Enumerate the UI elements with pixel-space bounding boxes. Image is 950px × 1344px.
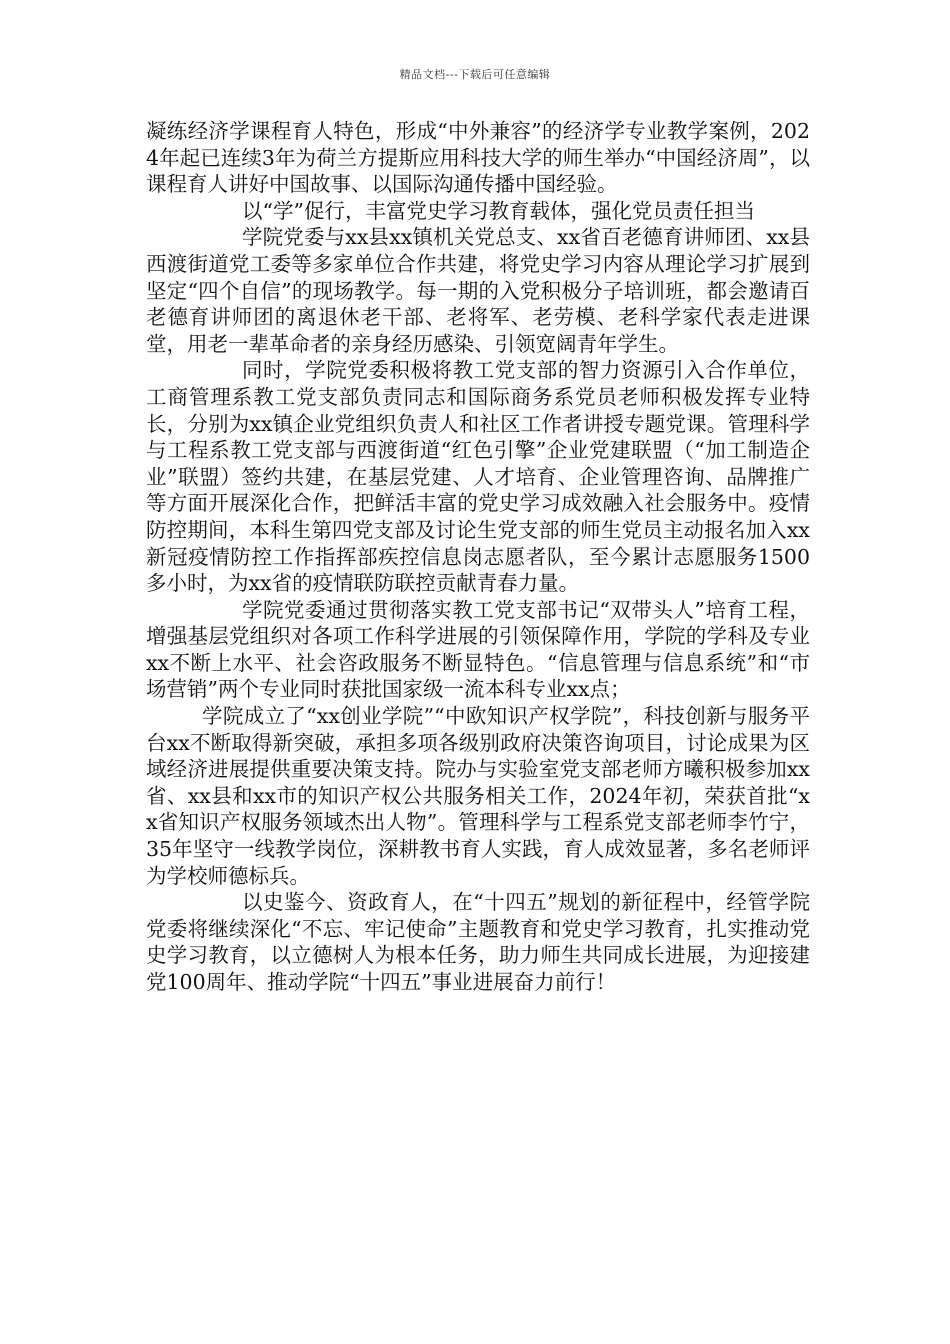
paragraph-double-leader: 学院党委通过贯彻落实教工党支部书记“双带头人”培育工程，增强基层党组织对各项工作科学进展的引领保障作用，学院的学科及专业xx不断上水平、社会咨政服务不断显特色。“信息管理与信息系统”和“市场营销”两个专业同时获批国家级一流本科专业xx点；: [146, 597, 810, 702]
paragraph-joint-construction: 学院党委与xx县xx镇机关党总支、xx省百老德育讲师团、xx县西渡街道党工委等多家单位合作共建，将党史学习内容从理论学习扩展到坚定“四个自信”的现场教学。每一期的入党积极分子培训班，都会邀请百老德育讲师团的离退休老干部、老将军、老劳模、老科学家代表走进课堂，用老一辈革命者的亲身经历感染、引领宽阔青年学生。: [146, 225, 810, 356]
section-heading-party-history: 以“学”促行，丰富党史学习教育载体，强化党员责任担当: [242, 198, 755, 223]
paragraph-course-education: 凝练经济学课程育人特色，形成“中外兼容”的经济学专业教学案例，2024年起已连续3年为荷兰方提斯应用科技大学的师生举办“中国经济周”，以课程育人讲好中国故事、以国际沟通传播中国经验。: [146, 119, 810, 197]
paragraph-social-service: 同时，学院党委积极将教工党支部的智力资源引入合作单位，工商管理系教工党支部负责同志和国际商务系党员老师积极发挥专业特长，分别为xx镇企业党组织负责人和社区工作者讲授专题党课。管理科学与工程系教工党支部与西渡街道“红色引擎”企业党建联盟（“加工制造企业”联盟）签约共建，在基层党建、人才培育、企业管理咨询、品牌推广等方面开展深化合作，把鲜活丰富的党史学习成效融入社会服务中。疫情防控期间，本科生第四党支部及讨论生党支部的师生党员主动报名加入xx新冠疫情防控工作指挥部疾控信息岗志愿者队，至今累计志愿服务1500多小时，为xx省的疫情联防联控贡献青春力量。: [146, 358, 810, 596]
paragraph-innovation-platform: 学院成立了“xx创业学院”“中欧知识产权学院”，科技创新与服务平台xx不断取得新突破，承担多项各级别政府决策咨询项目，讨论成果为区域经济进展提供重要决策支持。院办与实验室党支部老师方曦积极参加xx省、xx县和xx市的知识产权公共服务相关工作，2024年初，荣获首批“xx省知识产权服务领域杰出人物”。管理科学与工程系党支部老师李竹宁，35年坚守一线教学岗位，深耕教书育人实践，育人成效显著，多名老师评为学校师德标兵。: [146, 704, 810, 888]
page-header: 精品文档---下载后可任意编辑: [399, 68, 551, 81]
paragraph-conclusion: 以史鉴今、资政育人，在“十四五”规划的新征程中，经管学院党委将继续深化“不忘、牢记使命”主题教育和党史学习教育，扎实推动党史学习教育，以立德树人为根本任务，助力师生共同成长进展，为迎接建党100周年、推动学院“十四五”事业进展奋力前行！: [146, 890, 810, 994]
document-body: [146, 118, 810, 996]
